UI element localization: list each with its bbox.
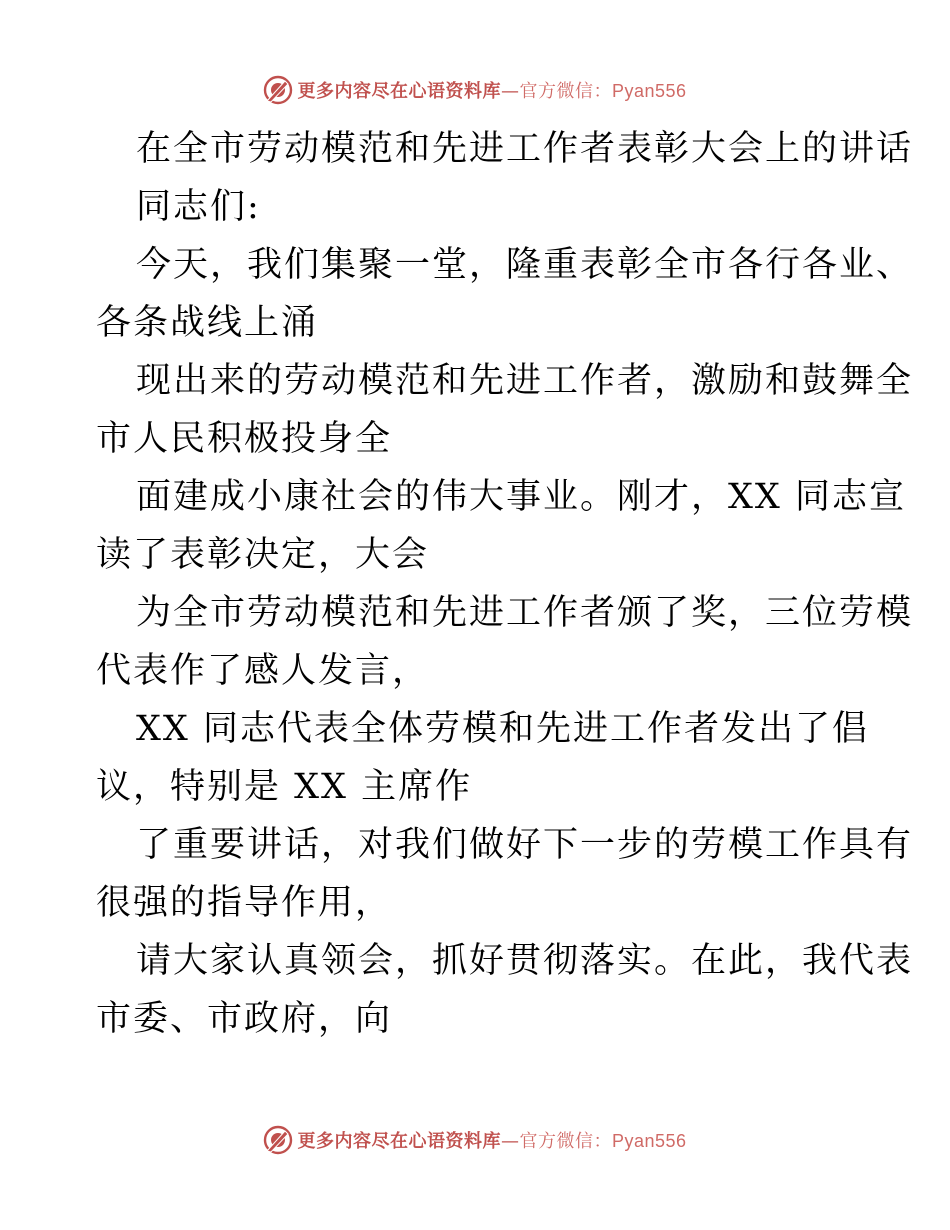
footer-banner [0,1120,950,1160]
paragraph-line: 同志们: [136,187,261,227]
paragraph-line: XX 同志代表全体劳模和先进工作者发出了倡 [136,709,869,749]
banner-wechat-handle: Pyan556 [611,1131,687,1151]
banner-content [263,75,686,105]
paragraph-line: 今天，我们集聚一堂，隆重表彰全市各行各业、 [136,245,914,285]
banner-text [297,77,686,103]
paragraph-line: 代表作了感人发言， [96,651,430,691]
paragraph-line: 面建成小康社会的伟大事业。刚才，XX 同志宣 [136,477,906,517]
paragraph-line: 市委、市政府，向 [96,999,393,1039]
document-lines [96,178,914,1048]
banner-wechat-handle: Pyan556 [611,81,687,101]
paragraph-line: 现出来的劳动模范和先进工作者，激励和鼓舞全 [136,361,914,401]
banner-site-name: 更多内容尽在心语资料库 [297,1131,501,1152]
banner-site-name: 更多内容尽在心语资料库 [297,81,501,102]
document-title: 在全市劳动模范和先进工作者表彰大会上的讲话 [136,129,914,169]
quill-seal-logo-icon [263,1125,293,1155]
paragraph-line: 各条战线上涌 [96,303,319,343]
paragraph-line: 很强的指导作用， [96,883,393,923]
banner-text [297,1127,686,1153]
banner-separator: — [500,81,520,102]
header-banner [0,70,950,110]
paragraph-line: 市人民积极投身全 [96,419,393,459]
paragraph-line: 为全市劳动模范和先进工作者颁了奖，三位劳模 [136,593,914,633]
quill-seal-logo-icon [263,75,293,105]
banner-separator: — [500,1131,520,1152]
banner-content [263,1125,686,1155]
paragraph-line: 了重要讲话，对我们做好下一步的劳模工作具有 [136,825,914,865]
paragraph-line: 读了表彰决定，大会 [96,535,430,575]
banner-wechat-label: 官方微信： [519,81,612,102]
paragraph-line: 议，特别是 XX 主席作 [96,767,473,807]
paragraph-line: 请大家认真领会，抓好贯彻落实。在此，我代表 [136,941,914,981]
document-body [96,120,914,1048]
banner-wechat-label: 官方微信： [519,1131,612,1152]
